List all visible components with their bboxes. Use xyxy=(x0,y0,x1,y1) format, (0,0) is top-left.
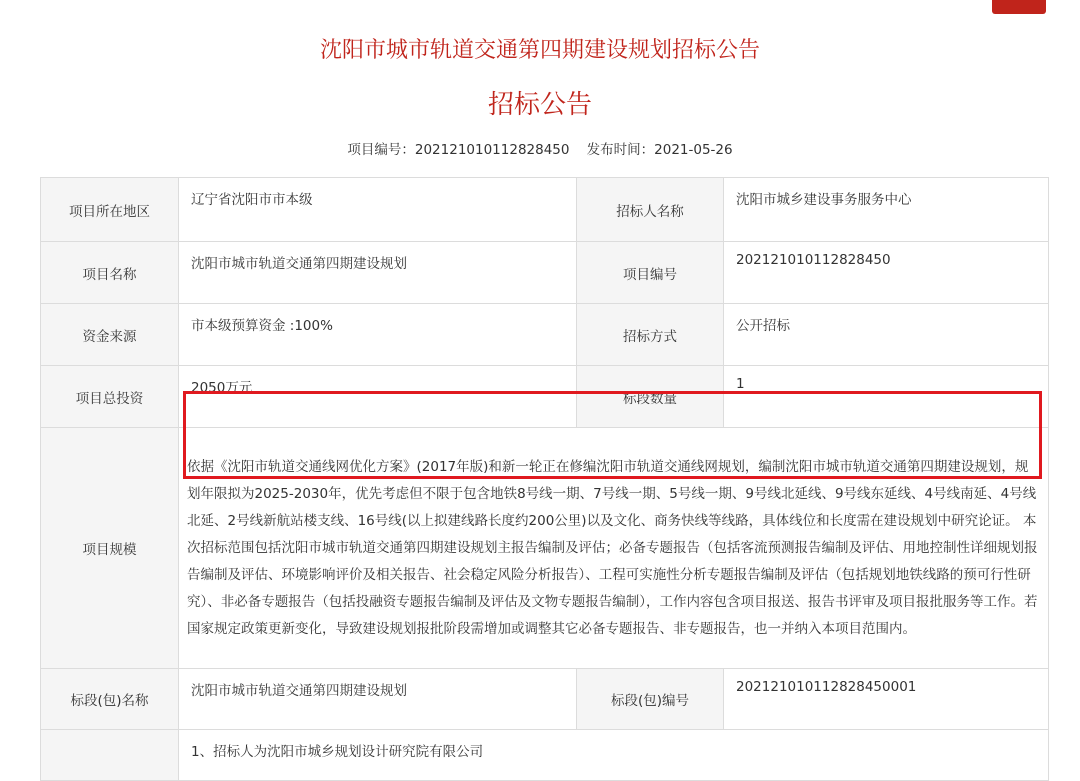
project-info-table xyxy=(40,177,1049,781)
table-row xyxy=(41,669,1049,730)
project-number: 202121010112828450 xyxy=(414,142,570,158)
lot-count-value: 1 xyxy=(724,366,1049,428)
next-row-label xyxy=(41,730,179,781)
lot-count-label: 标段数量 xyxy=(577,366,724,428)
page-subtitle: 招标公告 xyxy=(487,90,592,120)
table-row xyxy=(41,730,1049,781)
lot-name-value: 沈阳市城市轨道交通第四期建设规划 xyxy=(179,669,577,730)
next-row-partial-text: 1、招标人为沈阳市城乡规划设计研究院有限公司 xyxy=(179,730,1049,781)
project-scale-text: 依据《沈阳市轨道交通线网优化方案》(2017年版)和新一轮正在修编沈阳市轨道交通线网规划，编制沈阳市城市轨道交通第四期建设规划，规划年限拟为2025-2030年，优先考虑但不限于包含地铁8号线一期、7号线一期、5号线一期、9号线北延线、9号线东延线、4号线南延、4号线北延、2号线新航站楼支线、16号线(以上拟建线路长度约200公里)以及文化、商务快线等线路，具体线位和长度需在建设规划中研究论证。 本次招标范围包括沈阳市城市轨道交通第四期建设规划主报告编制及评估；必备专题报告（包括客流预测报告编制及评估、用地控制性详细规划报告编制及评估、环境影响评价及相关报告、社会稳定风险分析报告）、工程可实施性分析专题报告编制及评估（包括规划地铁线路的预可行性研究）、非必备专题报告（包括投融资专题报告编制及评估及文物专题报告编制），工作内容包含项目报送、报告书评审及项目报批服务等工作。若国家规定政策更新变化，导致建设规划报批阶段需增加或调整其它必备专题报告、非专题报告，也一并纳入本项目范围内。 xyxy=(187,458,1038,637)
publish-date-label: 发布时间： xyxy=(586,142,655,158)
meta-separator xyxy=(569,142,586,158)
project-code-label: 项目编号 xyxy=(577,242,724,304)
lot-code-value: 202121010112828450001 xyxy=(724,669,1049,730)
table-row xyxy=(41,366,1049,428)
announcement-meta xyxy=(0,140,1080,160)
tender-method-value: 公开招标 xyxy=(724,304,1049,366)
region-value: 辽宁省沈阳市市本级 xyxy=(179,178,577,242)
project-code-value: 202121010112828450 xyxy=(724,242,1049,304)
lot-name-label: 标段(包)名称 xyxy=(41,669,179,730)
table-row xyxy=(41,304,1049,366)
project-name-label: 项目名称 xyxy=(41,242,179,304)
project-number-label: 项目编号： xyxy=(347,142,415,158)
publish-date: 2021-05-26 xyxy=(654,142,733,158)
total-investment-value: 2050万元 xyxy=(179,366,577,428)
total-investment-label: 项目总投资 xyxy=(41,366,179,428)
region-label: 项目所在地区 xyxy=(41,178,179,242)
top-button[interactable] xyxy=(992,0,1046,14)
project-scale-label: 项目规模 xyxy=(41,428,179,669)
table-row xyxy=(41,428,1049,669)
table-row xyxy=(41,242,1049,304)
page-title: 沈阳市城市轨道交通第四期建设规划招标公告 xyxy=(319,38,760,63)
tender-method-label: 招标方式 xyxy=(577,304,724,366)
fund-source-value: 市本级预算资金 :100% xyxy=(179,304,577,366)
project-name-value: 沈阳市城市轨道交通第四期建设规划 xyxy=(179,242,577,304)
tenderer-label: 招标人名称 xyxy=(577,178,724,242)
project-scale-cell xyxy=(179,428,1049,669)
tenderer-value: 沈阳市城乡建设事务服务中心 xyxy=(724,178,1049,242)
table-row xyxy=(41,178,1049,242)
lot-code-label: 标段(包)编号 xyxy=(577,669,724,730)
fund-source-label: 资金来源 xyxy=(41,304,179,366)
